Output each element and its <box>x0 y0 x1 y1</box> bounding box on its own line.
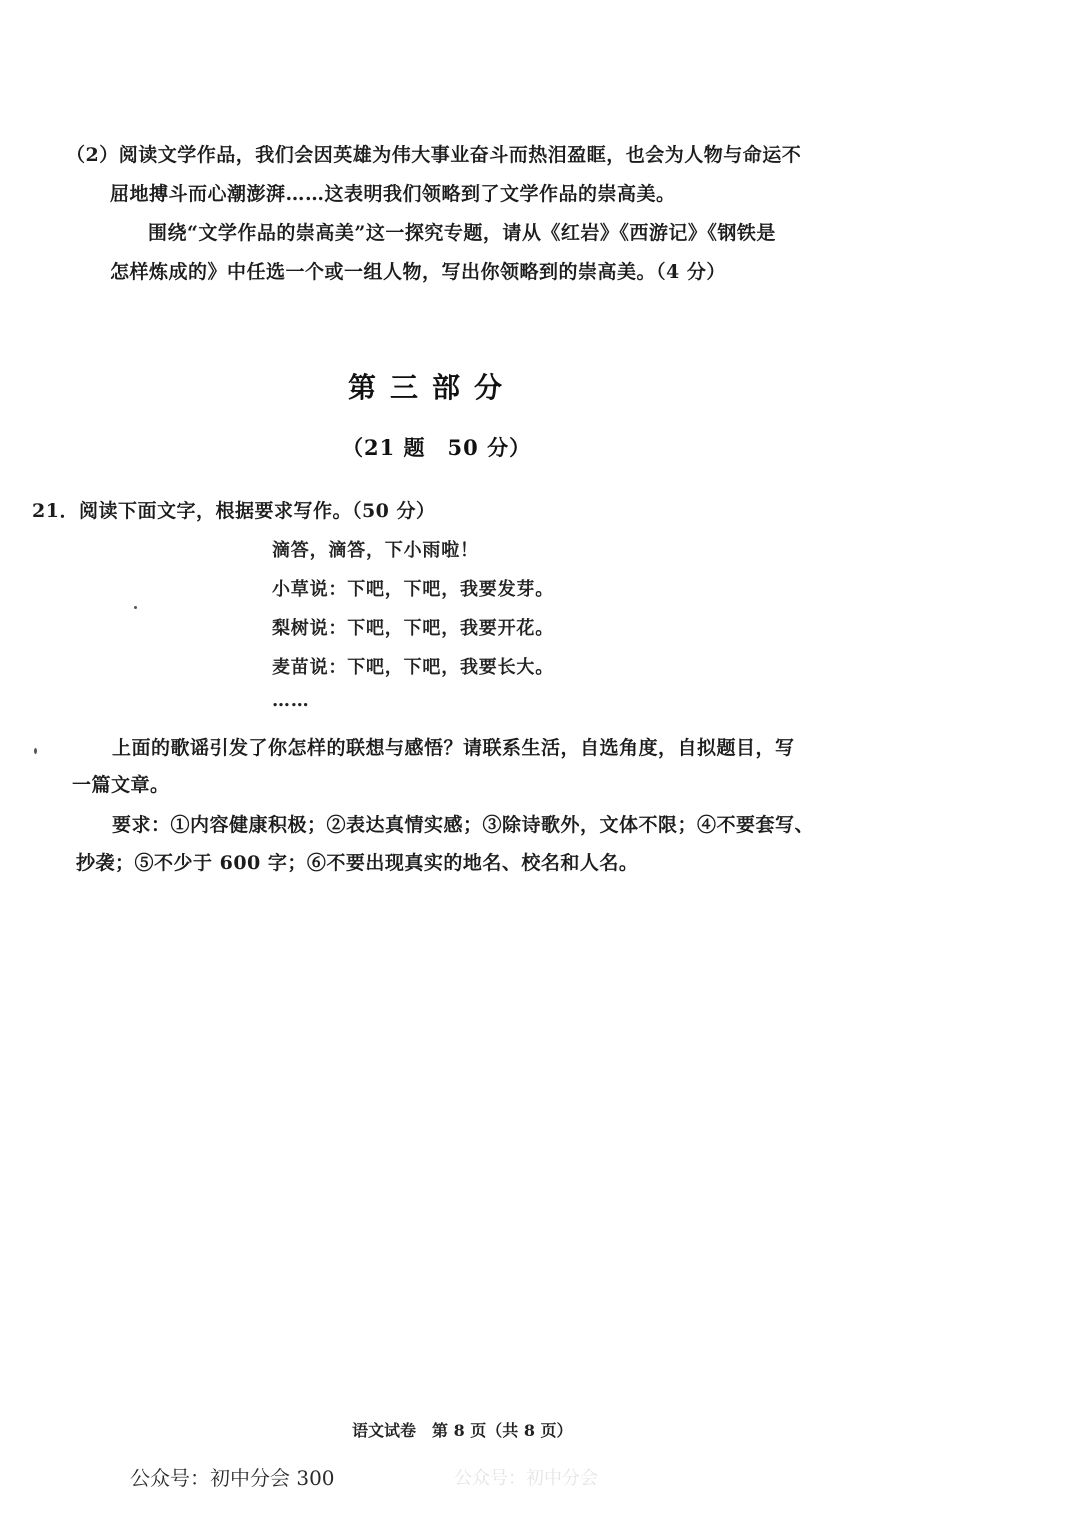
page-footer: 语文试卷 第 8 页（共 8 页） <box>352 1421 573 1440</box>
q21-requirements-line2: 抄袭；⑤不少于 600 字；⑥不要出现真实的地名、校名和人名。 <box>76 852 639 874</box>
watermark-text: 公众号：初中分会 300 <box>130 1466 335 1490</box>
poem-line-1: 滴答，滴答，下小雨啦！ <box>272 540 479 561</box>
q21-requirements-line1: 要求：①内容健康积极；②表达真情实感；③除诗歌外，文体不限；④不要套写、 <box>112 814 815 836</box>
q20-2-line2: 屈地搏斗而心潮澎湃……这表明我们领略到了文学作品的崇高美。 <box>110 183 676 205</box>
part3-title: 第三部分 <box>348 371 517 404</box>
poem-line-3: 梨树说：下吧，下吧，我要开花。 <box>272 618 554 639</box>
q20-2-line4: 怎样炼成的》中任选一个或一组人物，写出你领略到的崇高美。（4 分） <box>110 261 726 283</box>
q21-instruction-line1: 上面的歌谣引发了你怎样的联想与感悟？请联系生活，自选角度，自拟题目，写 <box>112 737 795 759</box>
q21-instruction-line2: 一篇文章。 <box>72 774 170 796</box>
watermark-faint-text: 公众号：初中分会 <box>454 1468 598 1489</box>
q20-2-line3: 围绕“文学作品的崇高美”这一探究专题，请从《红岩》《西游记》《钢铁是 <box>148 222 776 244</box>
q20-2-line1: （2）阅读文学作品，我们会因英雄为伟大事业奋斗而热泪盈眶，也会为人物与命运不 <box>66 144 802 166</box>
poem-line-4: 麦苗说：下吧，下吧，我要长大。 <box>272 657 554 678</box>
poem-line-2: 小草说：下吧，下吧，我要发芽。 <box>272 579 554 600</box>
part3-subtitle: （21 题 50 分） <box>342 435 532 460</box>
poem-ellipsis: …… <box>272 690 310 711</box>
scan-speck <box>134 606 137 609</box>
scan-speck <box>34 748 37 754</box>
q21-prompt: 21．阅读下面文字，根据要求写作。（50 分） <box>32 500 436 522</box>
